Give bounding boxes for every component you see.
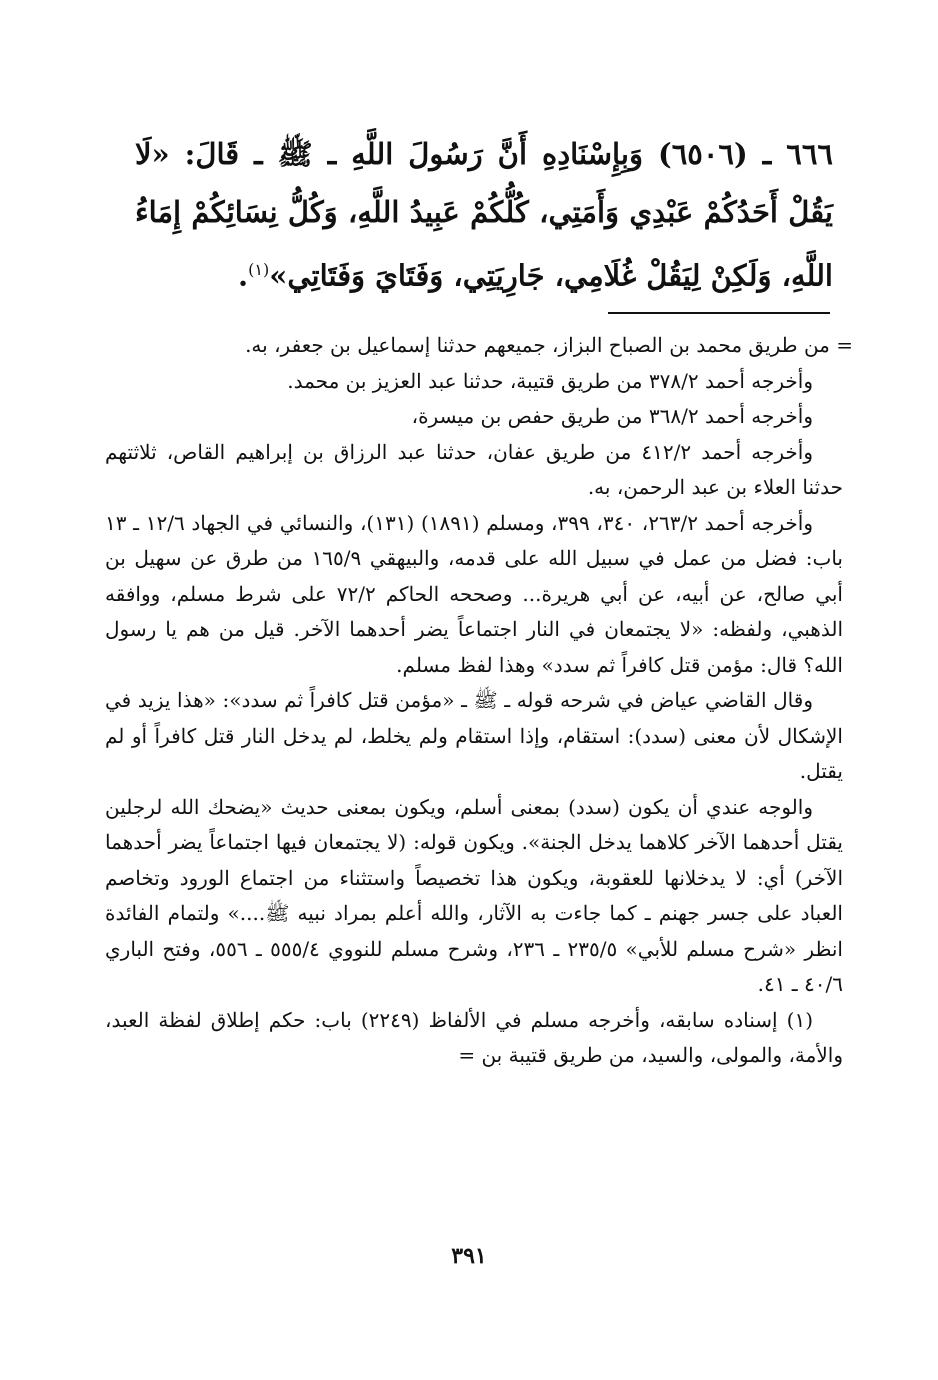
page-number: ٣٩١ [451, 1243, 487, 1269]
footnote-separator [608, 312, 830, 314]
footnote-paragraph: وأخرجه أحمد ٢٦٣/٢، ٣٤٠، ٣٩٩، ومسلم (١٨٩١) (١٣١)، والنسائي في الجهاد ١٢/٦ ـ ١٣ باب: فضل من عمل في سبيل الله على قدمه، والبيهقي ١٦٥/٩ من طرق عن سهيل بن أبي صالح، عن أبيه، عن أبي هريرة... وصححه الحاكم ٧٢/٢ على شرط مسلم، ووافقه الذهبي، ولفظه: «لا يجتمعان في النار اجتماعاً يضر أحدهما الآخر. قيل من هم يا رسول الله؟ قال: مؤمن قتل كافراً ثم سدد» وهذا لفظ مسلم. [105, 510, 843, 677]
footnote-paragraph: وقال القاضي عياض في شرحه قوله ـ ﷺ ـ «مؤمن قتل كافراً ثم سدد»: «هذا يزيد في الإشكال لأن معنى (سدد): استقام، وإذا استقام ولم يخلط، لم يدخل النار قتل كافراً أو لم يقتل. [105, 688, 843, 783]
footnote-paragraph: وأخرجه أحمد ٤١٢/٢ من طريق عفان، حدثنا عبد الرزاق بن إبراهيم القاص، ثلاثتهم حدثنا العلاء بن عبد الرحمن، به. [105, 439, 843, 499]
footnote-paragraph: (١) إسناده سابقه، وأخرجه مسلم في الألفاظ (٢٢٤٩) باب: حكم إطلاق لفظة العبد، والأمة، والمولى، والسيد، من طريق قتيبة بن = [105, 1007, 843, 1067]
footnote-paragraph: والوجه عندي أن يكون (سدد) بمعنى أسلم، ويكون بمعنى حديث «يضحك الله لرجلين يقتل أحدهما الآخر كلاهما يدخل الجنة». ويكون قوله: (لا يجتمعان فيها اجتماعاً يضر أحدهما الآخر) أي: لا يدخلانها للعقوبة، ويكون هذا تخصيصاً واستثناء من اجتماع الورود وتخاصم العباد على جسر جهنم ـ كما جاءت به الآثار، والله أعلم بمراد نبيه ﷺ....» ولتمام الفائدة انظر «شرح مسلم للأبي» ٢٣٥/٥ ـ ٢٣٦، وشرح مسلم للنووي ٥٥٥/٤ ـ ٥٥٦، وفتح الباري ٤٠/٦ ـ ٤١. [105, 794, 843, 996]
hadith-text [135, 125, 833, 305]
footnotes [105, 328, 853, 1074]
footnote-paragraph: وأخرجه أحمد ٣٧٨/٢ من طريق قتيبة، حدثنا عبد العزيز بن محمد. [287, 368, 813, 393]
footnote-paragraph: وأخرجه أحمد ٣٦٨/٢ من طريق حفص بن ميسرة، [411, 404, 813, 428]
hadith-body: ٦٦٦ ـ (٦٥٠٦) وَبِإِسْنَادِهِ أَنَّ رَسُولَ اللَّهِ ـ ﷺ ـ قَالَ: «لَا يَقُلْ أَحَدُكُمْ عَبْدِي وَأَمَتِي، كُلُّكُمْ عَبِيدُ اللَّهِ، وَكُلُّ نِسَائِكُمْ إِمَاءُ اللَّهِ، وَلَكِنْ لِيَقُلْ غُلَامِي، جَارِيَتِي، وَفَتَايَ وَفَتَاتِي» [135, 137, 834, 293]
hadith-end: . [238, 258, 249, 293]
footnote-paragraph: = من طريق محمد بن الصباح البزاز، جميعهم حدثنا إسماعيل بن جعفر، به. [245, 333, 853, 357]
footnote-marker: (١) [248, 260, 270, 279]
